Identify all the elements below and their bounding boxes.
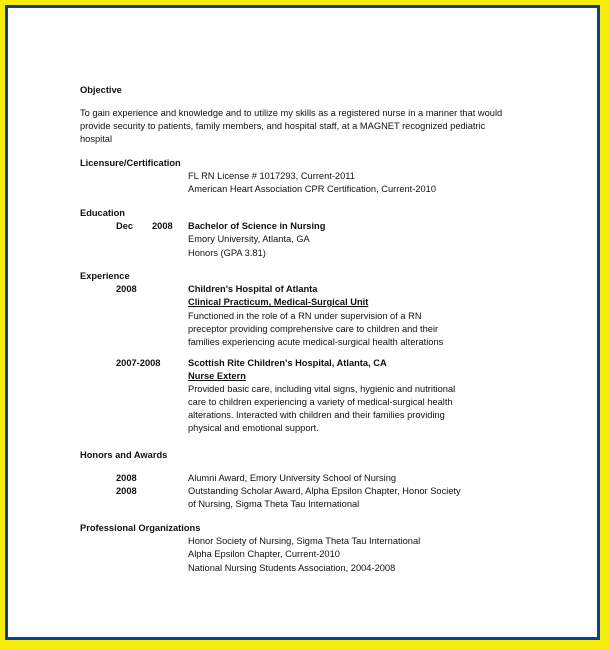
honors-heading: Honors and Awards [80, 450, 168, 460]
honor-line: Alumni Award, Emory University School of Nursing [188, 473, 397, 483]
job-date: 2008 [116, 284, 137, 294]
organization-item: Honor Society of Nursing, Sigma Theta Tau International [188, 536, 421, 546]
honor-line: of Nursing, Sigma Theta Tau International [188, 499, 360, 509]
job-date: 2007-2008 [116, 358, 161, 368]
job-description-line: Provided basic care, including vital signs, hygienic and nutritional [188, 384, 456, 394]
job-description-line: preceptor providing comprehensive care to children and their [188, 324, 439, 334]
job-description-line: families experiencing acute medical-surgical health alterations [188, 337, 444, 347]
job-description-line: care to children experiencing a variety of medical-surgical health [188, 397, 453, 407]
objective-heading: Objective [80, 85, 122, 95]
education-month: Dec [116, 221, 134, 231]
honor-year: 2008 [116, 473, 137, 483]
education-school: Emory University, Atlanta, GA [188, 234, 310, 244]
licensure-heading: Licensure/Certification [80, 158, 181, 168]
honor-year: 2008 [116, 486, 137, 496]
job-description-line: alterations. Interacted with children and their families providing [188, 410, 445, 420]
job-role: Clinical Practicum, Medical-Surgical Unit [188, 297, 369, 307]
document-frame [5, 5, 600, 640]
education-year: 2008 [152, 221, 173, 231]
objective-line: hospital [80, 134, 113, 144]
job-description-line: Functioned in the role of a RN under supervision of a RN [188, 311, 422, 321]
objective-line: To gain experience and knowledge and to utilize my skills as a registered nurse in a manner that would [80, 108, 503, 118]
objective-line: provide security to patients, family members, and hospital staff, at a MAGNET recognized pediatric [80, 121, 486, 131]
job-description-line: physical and emotional support. [188, 423, 319, 433]
organization-item: National Nursing Students Association, 2004-2008 [188, 563, 396, 573]
job-employer: Scottish Rite Children's Hospital, Atlanta, CA [188, 358, 387, 368]
organization-item: Alpha Epsilon Chapter, Current-2010 [188, 549, 340, 559]
job-role: Nurse Extern [188, 371, 246, 381]
resume-page [8, 8, 597, 637]
education-honors: Honors (GPA 3.81) [188, 248, 266, 258]
experience-heading: Experience [80, 271, 130, 281]
education-degree: Bachelor of Science in Nursing [188, 221, 326, 231]
job-employer: Children's Hospital of Atlanta [188, 284, 318, 294]
honor-line: Outstanding Scholar Award, Alpha Epsilon Chapter, Honor Society [188, 486, 461, 496]
organizations-heading: Professional Organizations [80, 523, 201, 533]
education-heading: Education [80, 208, 125, 218]
licensure-item: American Heart Association CPR Certification, Current-2010 [188, 184, 437, 194]
licensure-item: FL RN License # 1017293, Current-2011 [188, 171, 355, 181]
